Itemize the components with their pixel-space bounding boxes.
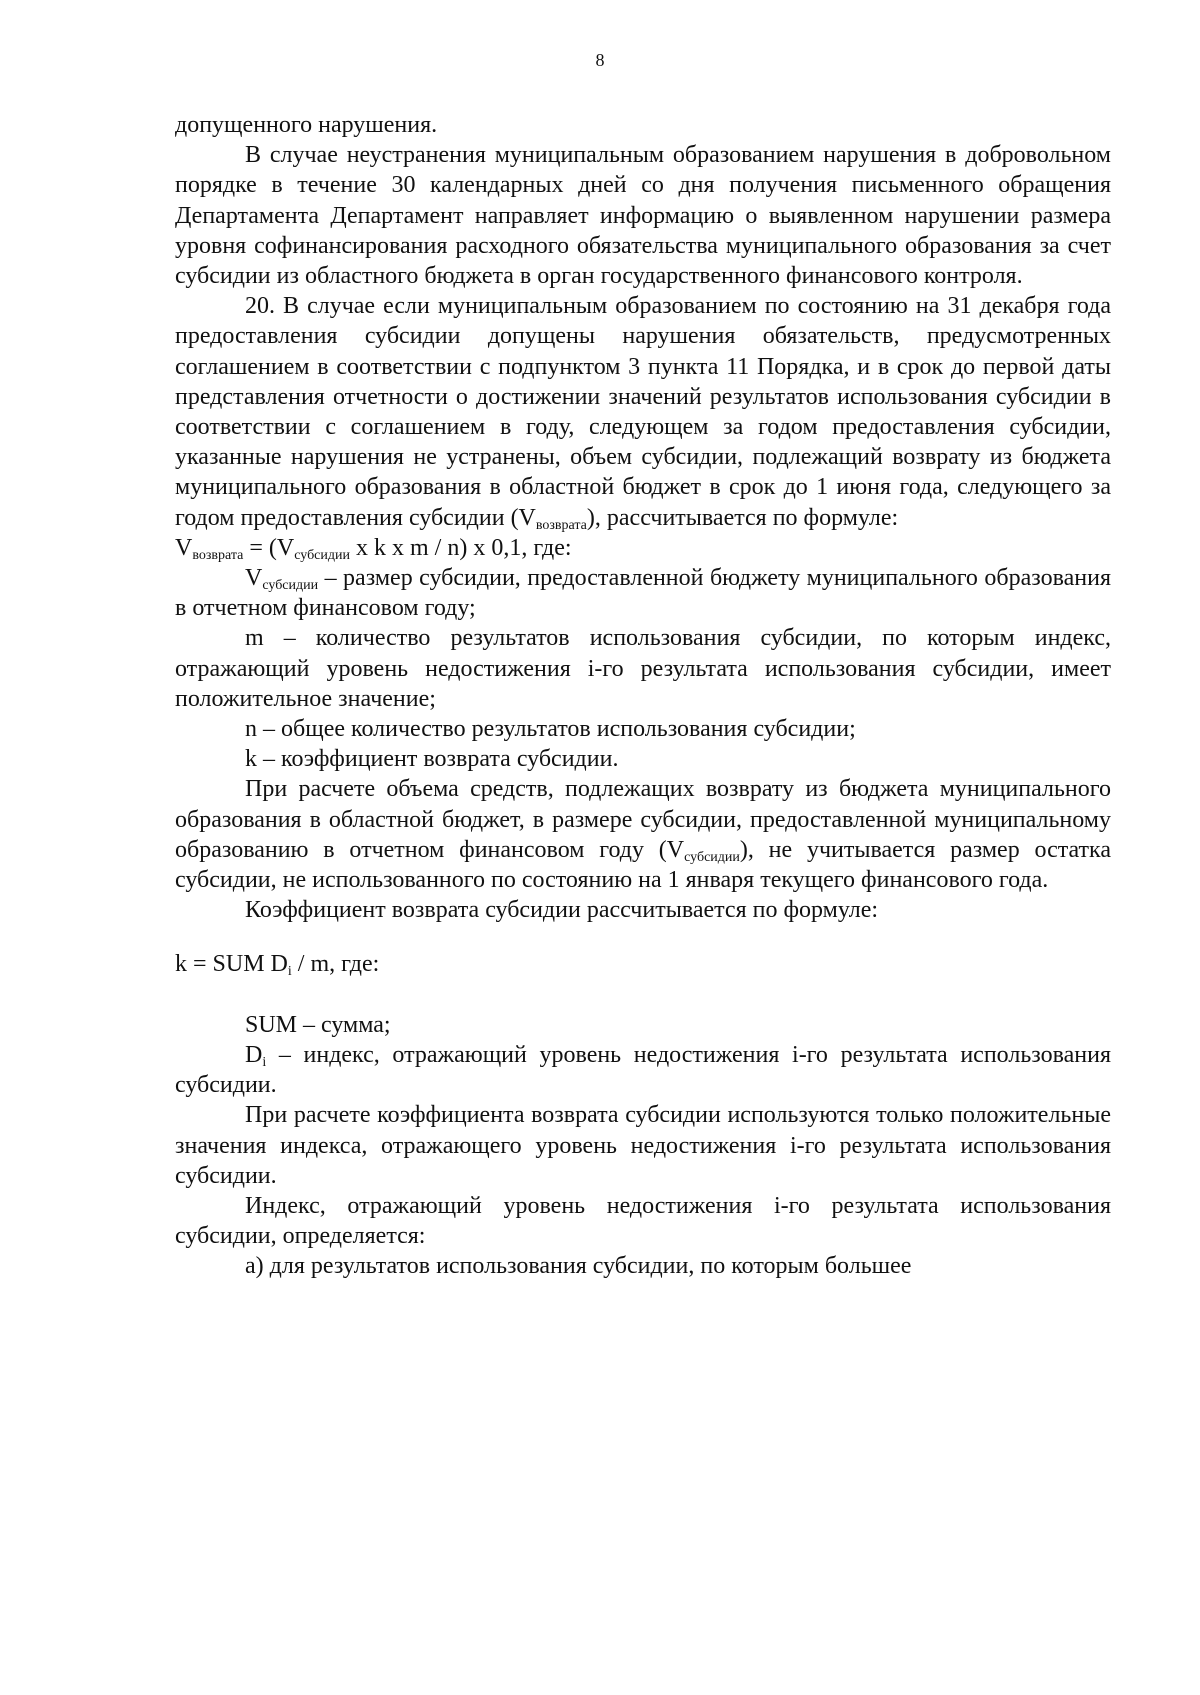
formula-coefficient: k = SUM $D_i$ / m, где:: [175, 951, 380, 980]
paragraph: При расчете объема средств, подлежащих возврату из бюджета муниципального образования в областной бюджет, в размере субсидии, предоставленной муниципальному образованию в отчетном финансовом году $(V_{субсидии})$, не учитывается размер остатка субсидии, не использованного по состоянию на 1 января текущего финансового года.: [175, 776, 1111, 894]
subscript: возврата: [535, 517, 587, 533]
definition-n: n – общее количество результатов использования субсидии;: [245, 716, 856, 743]
document-body: [175, 110, 1111, 1282]
paragraph: Коэффициент возврата субсидии рассчитывается по формуле:: [245, 897, 879, 924]
definition-m: m – количество результатов использования субсидии, по которым индекс, отражающий уровень недостижения i-го результата использования субсидии, имеет положительное значение;: [175, 625, 1111, 712]
definition-sum: SUM – сумма;: [245, 1011, 391, 1038]
paragraph: При расчете коэффициента возврата субсидии используются только положительные значения индекса, отражающего уровень недостижения i-го результата использования субсидии.: [175, 1102, 1111, 1189]
definition-k: k – коэффициент возврата субсидии.: [245, 746, 619, 773]
paragraph: Индекс, отражающий уровень недостижения i-го результата использования субсидии, определяется:: [175, 1192, 1111, 1250]
definition-v-subsidy: $V_{субсидии}$ – размер субсидии, предоставленной бюджету муниципального образования в отчетном финансовом году;: [175, 565, 1111, 622]
paragraph: В случае неустранения муниципальным образованием нарушения в добровольном порядке в течение 30 календарных дней со дня получения письменного обращения Департамента Департамент направляет информацию о выявленном нарушении размера уровня софинансирования расходного обязательства муниципального образования за счет субсидии из областного бюджета в орган государственного финансового контроля.: [175, 142, 1111, 290]
paragraph: допущенного нарушения.: [175, 112, 438, 138]
definition-di: $D_i$ – индекс, отражающий уровень недостижения i-го результата использования субсидии.: [175, 1041, 1111, 1099]
paragraph-clause-20: 20. В случае если муниципальным образованием по состоянию на 31 декабря года предоставления субсидии допущены нарушения обязательств, предусмотренных соглашением в соответствии с подпунктом 3 пункта 11 Порядка, и в срок до первой даты представления отчетности о достижении значений результатов использования субсидии в соответствии с соглашением в году, следующем за годом предоставления субсидии, указанные нарушения не устранены, объем субсидии, подлежащий возврату из бюджета муниципального образования в областной бюджет в срок до 1 июня года, следующего за годом предоставления субсидии $(V_{возврата})$, рассчитывается по формуле:: [175, 293, 1111, 533]
paragraph: а) для результатов использования субсидии, по которым большее: [245, 1253, 912, 1280]
formula-return-volume: $V_{возврата} = (V_{субсидии}$ x k x m / n) x 0,1, где:: [175, 534, 572, 563]
page-number: 8: [595, 50, 605, 70]
